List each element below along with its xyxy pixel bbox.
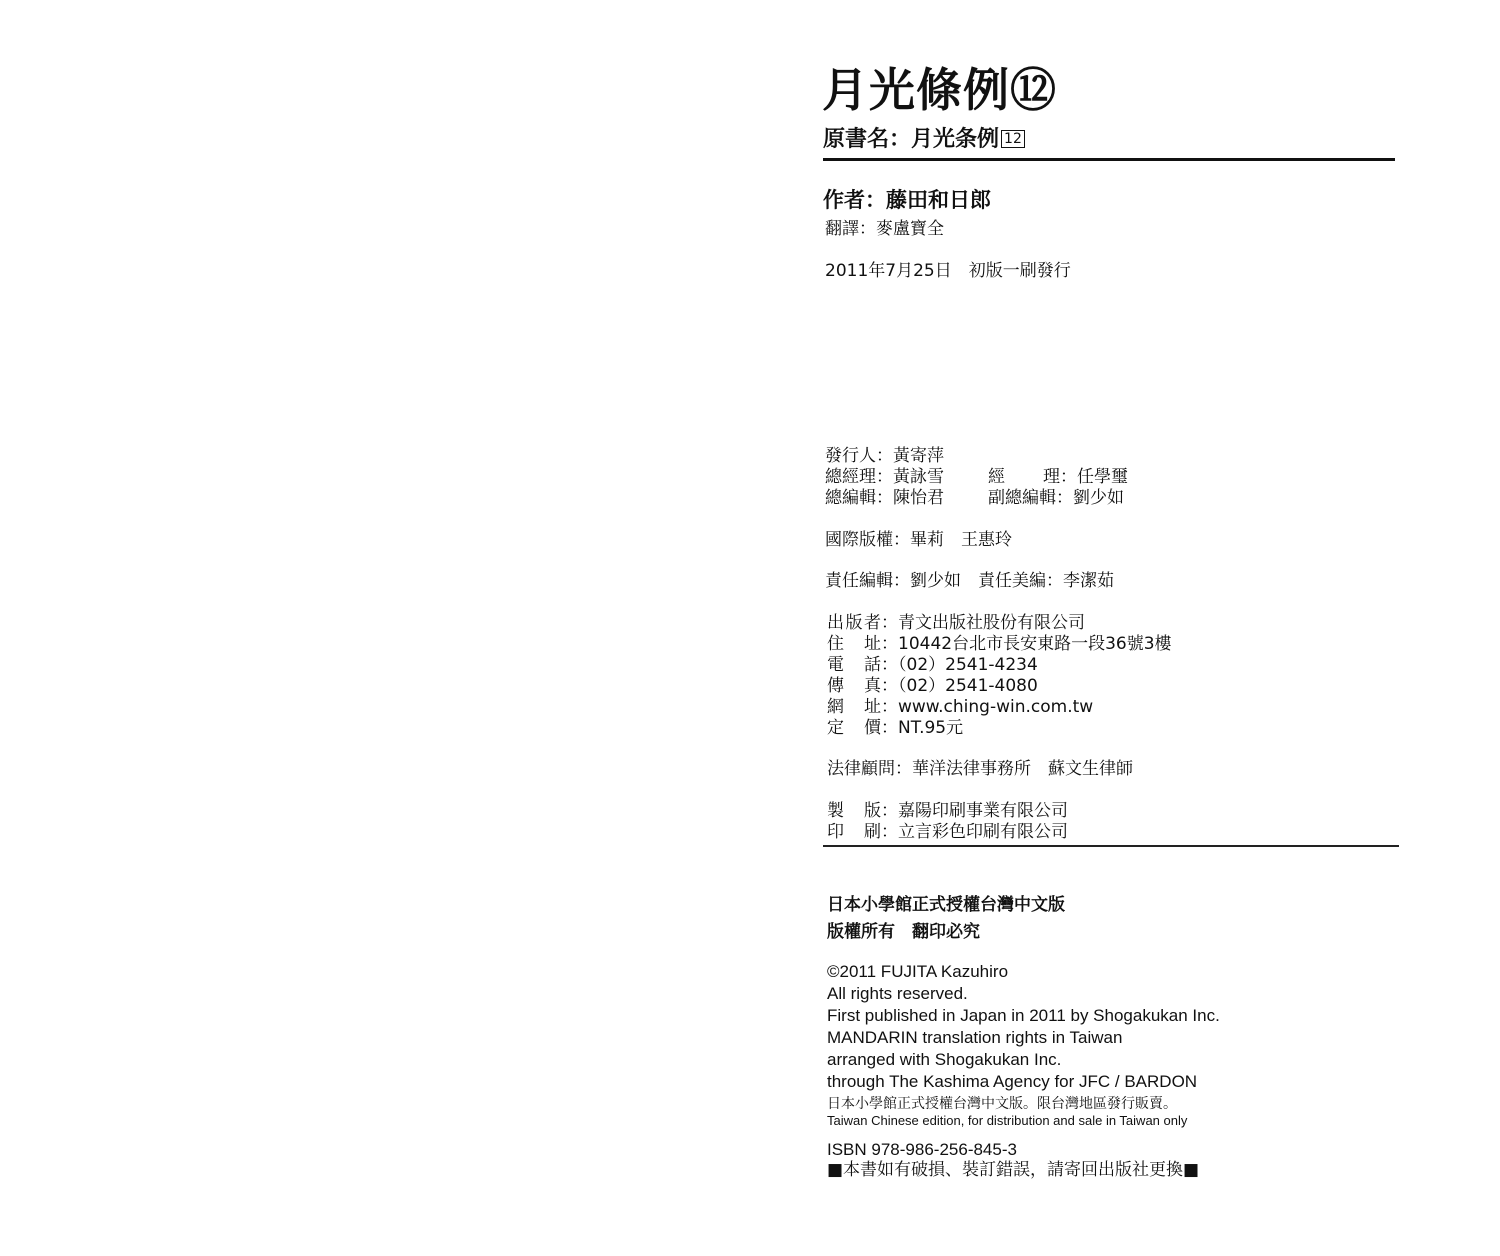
company-row: 出版者：青文出版社股份有限公司 <box>827 613 1085 633</box>
title-divider <box>823 158 1395 161</box>
copyright-line-2: All rights reserved. <box>827 984 968 1003</box>
author-line: 作者：藤田和日郎 <box>823 188 991 212</box>
company-value: 青文出版社股份有限公司 <box>898 613 1085 633</box>
distribution-zh: 日本小學館正式授權台灣中文版。限台灣地區發行販賣。 <box>827 1096 1177 1112</box>
plate-row: 製版：嘉陽印刷事業有限公司 <box>827 801 1068 821</box>
intl-rights-line: 國際版權：畢莉 王惠玲 <box>825 530 1012 550</box>
printing-row: 印刷：立言彩色印刷有限公司 <box>827 822 1068 842</box>
publisher-person-row: 發行人：黃寄萍 <box>825 446 944 466</box>
website-row: 網址：www.ching-win.com.tw <box>827 697 1094 717</box>
plate-label: 製版 <box>827 801 881 821</box>
deputy-editor-row: 副總編輯：劉少如 <box>988 488 1124 508</box>
phone-label: 電話 <box>827 655 881 675</box>
fax-label: 傳真 <box>827 676 881 696</box>
legal-line: 法律顧問：華洋法律事務所 蘇文生律師 <box>827 759 1133 779</box>
price-row: 定價：NT.95元 <box>827 718 964 738</box>
damage-notice: ■本書如有破損、裝訂錯誤，請寄回出版社更換■ <box>827 1160 1200 1180</box>
license-line-2: 版權所有 翻印必究 <box>827 922 980 942</box>
price-label: 定價 <box>827 718 881 738</box>
original-title-label: 原書名： <box>823 127 912 152</box>
footer-divider <box>823 845 1399 847</box>
price-value: NT.95元 <box>898 718 964 738</box>
copyright-line-4: MANDARIN translation rights in Taiwan <box>827 1028 1123 1047</box>
gm-label: 總經理 <box>825 467 876 487</box>
address-row: 住址：10442台北市長安東路一段36號3樓 <box>827 634 1172 654</box>
original-title-name: 月光条例 <box>911 127 1000 152</box>
edition-line: 2011年7月25日 初版一刷發行 <box>825 261 1071 281</box>
manager-name: 任學璽 <box>1077 467 1128 487</box>
manager-label: 經理 <box>988 467 1060 487</box>
isbn-line: ISBN 978-986-256-845-3 <box>827 1140 1017 1159</box>
license-line-1: 日本小學館正式授權台灣中文版 <box>827 895 1065 915</box>
website-label: 網址 <box>827 697 881 717</box>
printing-label: 印刷 <box>827 822 881 842</box>
publisher-person-name: 黃寄萍 <box>893 446 944 466</box>
copyright-line-6: through The Kashima Agency for JFC / BARDON <box>827 1072 1198 1091</box>
chief-editor-row: 總編輯：陳怡君 <box>825 488 944 508</box>
translator-line: 翻譯：麥盧寶全 <box>825 219 944 239</box>
fax-row: 傳真：（02）2541-4080 <box>827 676 1038 696</box>
copyright-line-3: First published in Japan in 2011 by Shogakukan Inc. <box>827 1006 1220 1025</box>
phone-value: （02）2541-4234 <box>898 655 1038 675</box>
company-label: 出版者 <box>827 613 881 633</box>
gm-row: 總經理：黃詠雪 <box>825 467 944 487</box>
book-title: 月光條例⑫ <box>822 63 1057 117</box>
deputy-editor-label: 副總編輯 <box>988 488 1056 508</box>
manager-row: 經理：任學璽 <box>988 467 1128 487</box>
website-value: www.ching-win.com.tw <box>898 697 1094 717</box>
volume-box: 12 <box>1001 130 1025 148</box>
distribution-en: Taiwan Chinese edition, for distribution and sale in Taiwan only <box>827 1113 1188 1128</box>
address-value: 10442台北市長安東路一段36號3樓 <box>898 634 1172 654</box>
plate-value: 嘉陽印刷事業有限公司 <box>898 801 1068 821</box>
publisher-person-label: 發行人 <box>825 446 876 466</box>
phone-row: 電話：（02）2541-4234 <box>827 655 1038 675</box>
copyright-line-5: arranged with Shogakukan Inc. <box>827 1050 1062 1069</box>
address-label: 住址 <box>827 634 881 654</box>
gm-name: 黃詠雪 <box>893 467 944 487</box>
copyright-line-1: ©2011 FUJITA Kazuhiro <box>827 962 1009 981</box>
chief-editor-label: 總編輯 <box>825 488 876 508</box>
editors-line: 責任編輯：劉少如 責任美編：李潔茹 <box>825 571 1114 591</box>
original-title <box>823 122 1025 153</box>
deputy-editor-name: 劉少如 <box>1073 488 1124 508</box>
fax-value: （02）2541-4080 <box>898 676 1038 696</box>
chief-editor-name: 陳怡君 <box>893 488 944 508</box>
printing-value: 立言彩色印刷有限公司 <box>898 822 1068 842</box>
